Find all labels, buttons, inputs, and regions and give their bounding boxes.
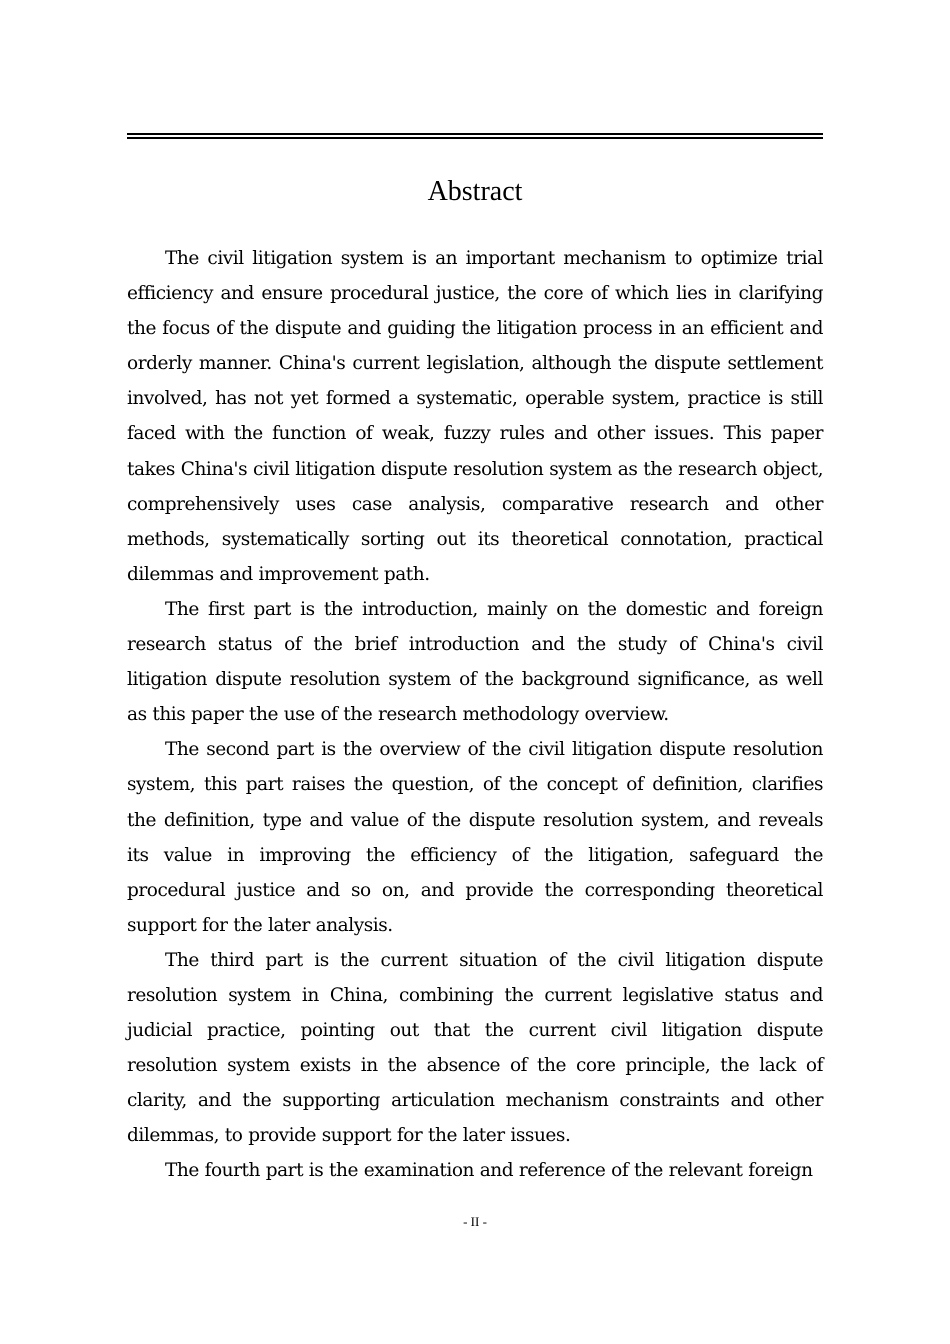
paragraph-2: The first part is the introduction, mainly on the domestic and foreign research status of the brief introduction and the study of China's civil litigation dispute resolution system of the background significance, as well as this paper the use of the research methodology overview.	[127, 598, 823, 726]
page-title: Abstract	[427, 176, 523, 207]
header-rule-top	[127, 133, 823, 135]
page-number: - II -	[463, 1214, 487, 1229]
paragraph-1: The civil litigation system is an important mechanism to optimize trial efficiency and ensure procedural justice, the core of which lies in clarifying the focus of the dispute and guiding the litigation process in an efficient and orderly manner. China's current legislation, although the dispute settlement involved, has not yet formed a systematic, operable system, practice is still faced with the function of weak, fuzzy rules and other issues. This paper takes China's civil litigation dispute resolution system as the research object, comprehensively uses case analysis, comparative research and other methods, systematically sorting out its theoretical connotation, practical dilemmas and improvement path.	[127, 248, 823, 585]
paragraph-4: The third part is the current situation of the civil litigation dispute resolution system in China, combining the current legislative status and judicial practice, pointing out that the current civil litigation dispute resolution system exists in the absence of the core principle, the lack of clarity, and the supporting articulation mechanism constraints and other dilemmas, to provide support for the later issues.	[127, 949, 823, 1147]
abstract-body	[127, 241, 823, 1189]
paragraph-3: The second part is the overview of the civil litigation dispute resolution system, this part raises the question, of the concept of definition, clarifies the definition, type and value of the dispute resolution system, and reveals its value in improving the efficiency of the litigation, safeguard the procedural justice and so on, and provide the corresponding theoretical support for the later analysis.	[127, 739, 823, 936]
paragraph-5: The fourth part is the examination and reference of the relevant foreign	[165, 1160, 813, 1182]
header-rule-bottom	[127, 137, 823, 139]
